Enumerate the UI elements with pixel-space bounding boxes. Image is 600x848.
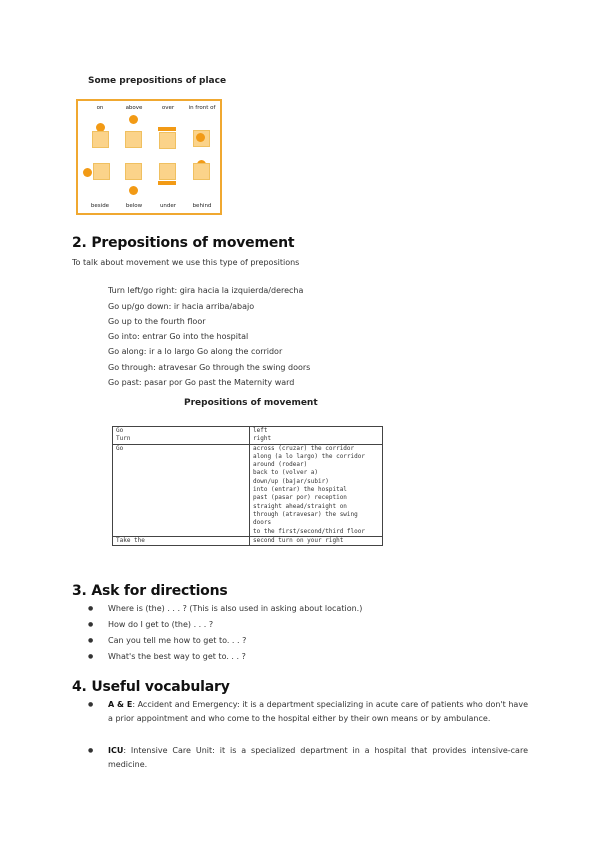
movement-item: Go into: entrar Go into the hospital: [108, 332, 249, 341]
box-on: [92, 131, 109, 148]
table-cell: second turn on your right: [250, 536, 383, 545]
list-item: ● Can you tell me how to get to. . . ?: [108, 636, 246, 645]
movement-table: [112, 426, 383, 546]
vocab-heading: 4. Useful vocabulary: [72, 679, 230, 695]
label-in-front-of: in front of: [188, 105, 216, 111]
box-below: [125, 163, 142, 180]
table-cell: left right: [250, 427, 383, 445]
box-over: [159, 132, 176, 149]
label-below: below: [125, 203, 143, 209]
movement-item: Go along: ir a lo largo Go along the corridor: [108, 347, 283, 356]
ball-below: [129, 186, 138, 195]
table-cell: Take the: [113, 536, 250, 545]
list-item: ● How do I get to (the) . . . ?: [108, 620, 213, 629]
label-over: over: [161, 105, 175, 111]
label-behind: behind: [192, 203, 212, 209]
place-diagram: [76, 99, 222, 215]
label-above: above: [125, 105, 143, 111]
movement-intro: To talk about movement we use this type of prepositions: [72, 258, 300, 267]
movement-item: Turn left/go right: gira hacia la izquierda/derecha: [108, 286, 304, 295]
list-item: ● Where is (the) . . . ? (This is also used in asking about location.): [108, 604, 362, 613]
directions-heading: 3. Ask for directions: [72, 583, 228, 599]
label-beside: beside: [90, 203, 110, 209]
box-under: [159, 163, 176, 180]
vocab-item: [108, 744, 528, 772]
vocab-definition: : Intensive Care Unit: it is a specialized department in a hospital that provides intensive-care medicine.: [108, 746, 528, 769]
bar-under: [158, 181, 176, 185]
movement-item: Go past: pasar por Go past the Maternity ward: [108, 378, 295, 387]
movement-item: Go up/go down: ir hacia arriba/abajo: [108, 302, 255, 311]
movement-item: Go through: atravesar Go through the swing doors: [108, 363, 311, 372]
vocab-term: A & E: [108, 700, 133, 709]
table-row: [113, 536, 383, 545]
box-beside: [93, 163, 110, 180]
table-cell: Go Turn: [113, 427, 250, 445]
table-title: Prepositions of movement: [184, 398, 318, 408]
list-item: ● What's the best way to get to. . . ?: [108, 652, 246, 661]
table-cell: across (cruzar) the corridor along (a lo largo) the corridor around (rodear) back to (volver a) down/up (bajar/subir) into (entrar) the hospital past (pasar por) reception straight ahead/straight on through (atravesar) the swing doors to the first/second/third floor: [250, 444, 383, 536]
movement-heading: 2. Prepositions of movement: [72, 235, 295, 251]
label-under: under: [159, 203, 177, 209]
ball-in-front: [196, 133, 205, 142]
box-above: [125, 131, 142, 148]
table-row: [113, 444, 383, 536]
ball-beside: [83, 168, 92, 177]
vocab-item: [108, 698, 528, 726]
box-behind: [193, 163, 210, 180]
vocab-term: ICU: [108, 746, 124, 755]
vocab-definition: : Accident and Emergency: it is a department specializing in acute care of patients who don't have a prior appointment and who come to the hospital either by their own means or by ambulance.: [108, 700, 528, 723]
table-cell: Go: [113, 444, 250, 536]
movement-item: Go up to the fourth floor: [108, 317, 206, 326]
table-row: [113, 427, 383, 445]
place-diagram-title: Some prepositions of place: [88, 76, 227, 86]
bar-over: [158, 127, 176, 131]
label-on: on: [96, 105, 104, 111]
ball-above: [129, 115, 138, 124]
